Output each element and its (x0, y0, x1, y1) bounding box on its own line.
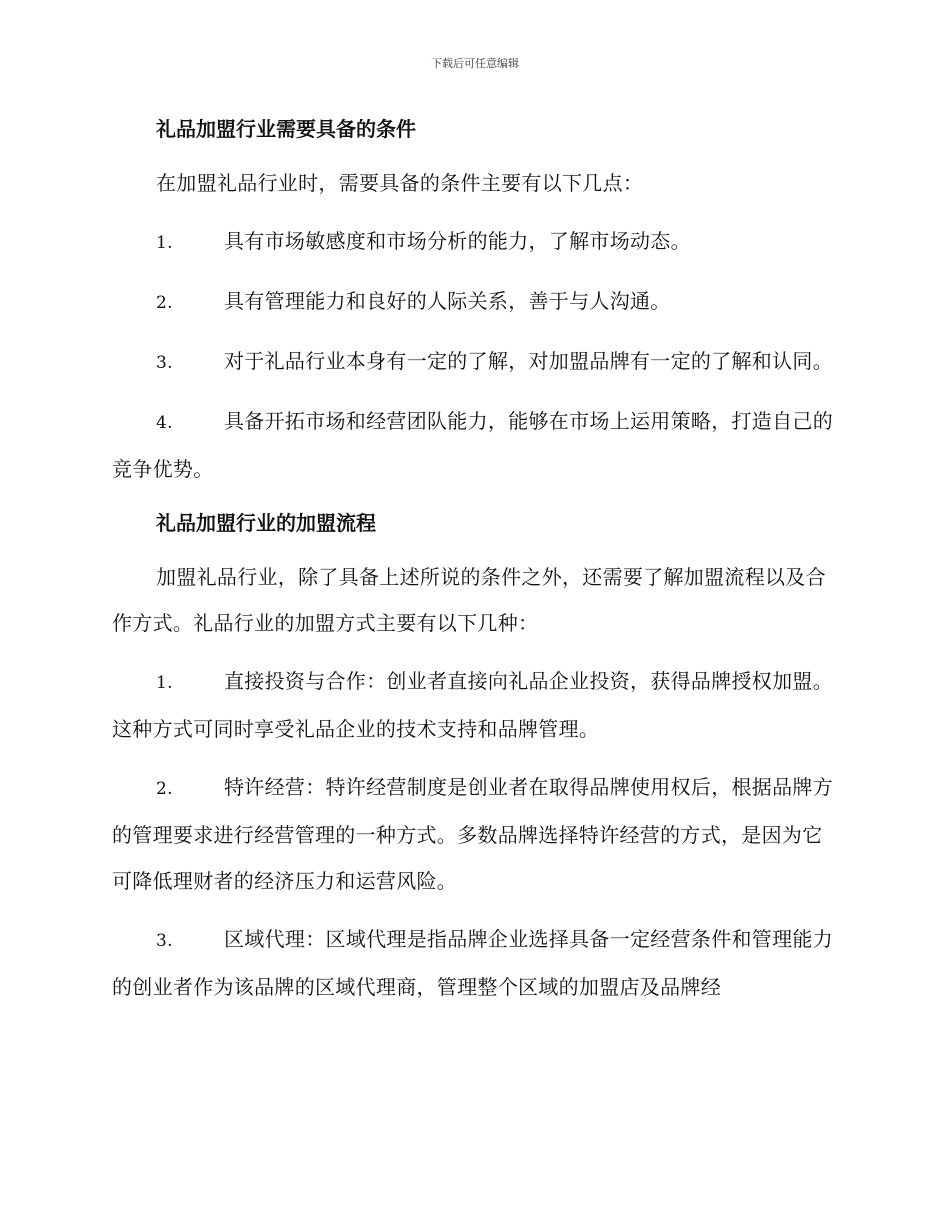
item-text: 对于礼品行业本身有一定的了解，对加盟品牌有一定的了解和认同。 (224, 349, 833, 373)
item-number: 2. (156, 293, 173, 313)
item-text: 特许经营：特许经营制度是创业者在取得品牌使用权后，根据品牌方的管理要求进行经营管理的一种方式。多数品牌选择特许经营的方式，是因为它可降低理财者的经济压力和运营风险。 (112, 775, 833, 893)
section1-item-1 (112, 218, 834, 266)
section2-heading: 礼品加盟行业的加盟流程 (156, 511, 376, 535)
item-text: 区域代理：区域代理是指品牌企业选择具备一定经营条件和管理能力的创业者作为该品牌的区域代理商，管理整个区域的加盟店及品牌经 (112, 927, 833, 999)
section1-item-2 (112, 278, 834, 326)
section1-heading: 礼品加盟行业需要具备的条件 (156, 117, 416, 141)
section2-item-1 (112, 658, 834, 752)
section1-item-4 (112, 398, 834, 492)
item-number: 1. (156, 673, 173, 693)
section2-item-3 (112, 916, 834, 1010)
document-body (112, 110, 834, 1022)
item-number: 3. (156, 931, 173, 951)
item-number: 3. (156, 353, 173, 373)
section2-intro: 加盟礼品行业，除了具备上述所说的条件之外，还需要了解加盟流程以及合作方式。礼品行业的加盟方式主要有以下几种： (112, 565, 826, 635)
item-text: 具备开拓市场和经营团队能力，能够在市场上运用策略，打造自己的竞争优势。 (112, 409, 833, 481)
section2-item-2 (112, 764, 834, 904)
section1-intro: 在加盟礼品行业时，需要具备的条件主要有以下几点： (156, 171, 644, 195)
item-text: 具有市场敏感度和市场分析的能力，了解市场动态。 (224, 229, 691, 253)
section1-item-3 (112, 338, 834, 386)
item-text: 直接投资与合作：创业者直接向礼品企业投资，获得品牌授权加盟。这种方式可同时享受礼品企业的技术支持和品牌管理。 (112, 669, 833, 741)
item-number: 1. (156, 233, 173, 253)
header-note: 下载后可任意编辑 (431, 57, 519, 70)
item-text: 具有管理能力和良好的人际关系，善于与人沟通。 (224, 289, 671, 313)
item-number: 4. (156, 413, 173, 433)
item-number: 2. (156, 779, 173, 799)
